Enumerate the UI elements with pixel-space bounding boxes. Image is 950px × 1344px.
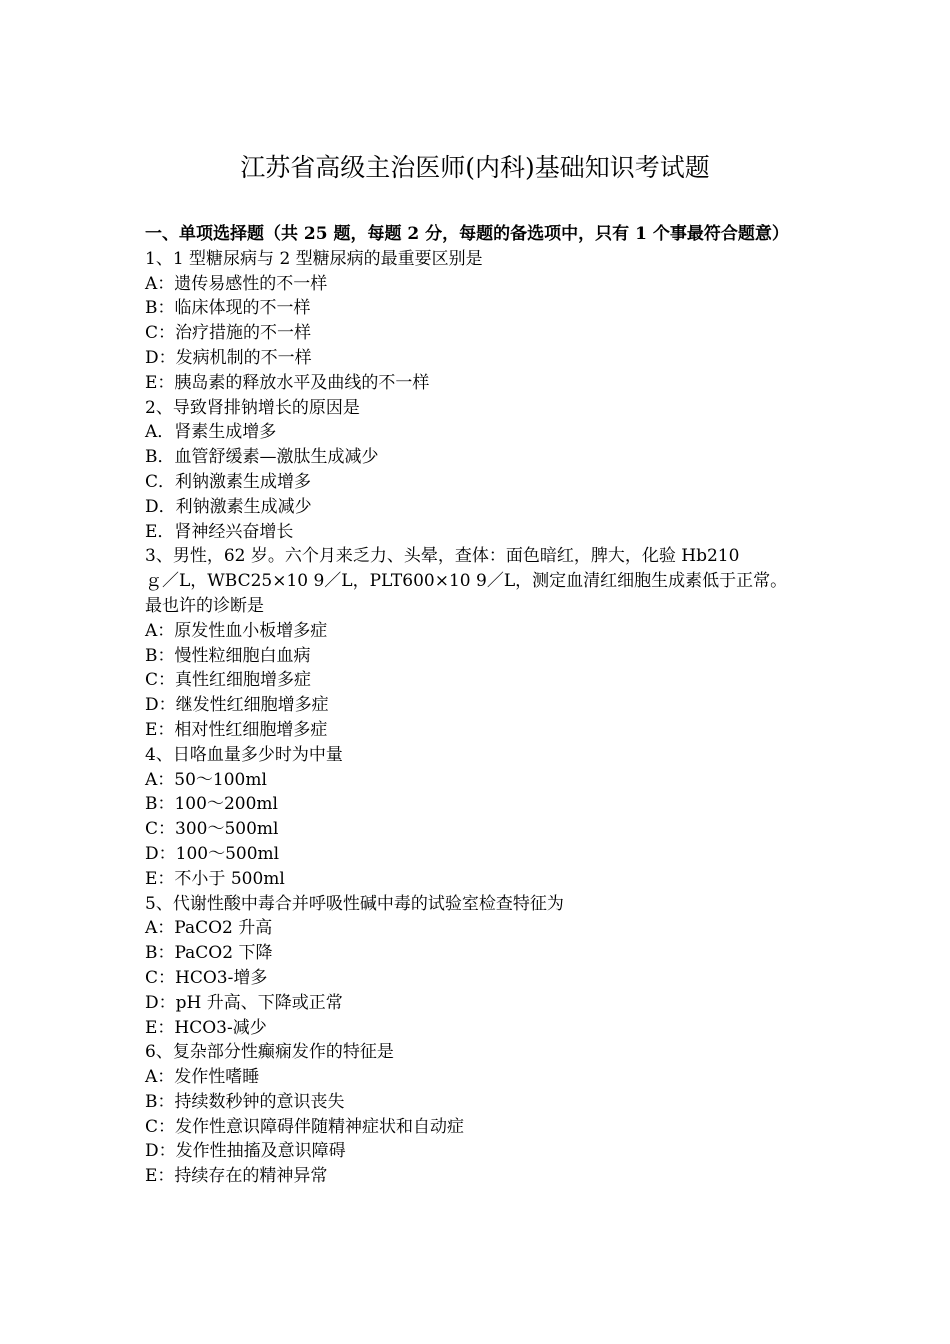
question-3 [145, 544, 835, 742]
question-stem: 6、复杂部分性癫痫发作的特征是 [145, 1042, 394, 1063]
option-b: B：PaCO2 下降 [145, 943, 273, 964]
question-stem-line-1: 3、男性，62 岁。六个月来乏力、头晕，查体：面色暗红，脾大，化验 Hb210 [145, 546, 740, 567]
option-b: B：慢性粒细胞白血病 [145, 645, 311, 666]
option-d: D：100～500ml [145, 843, 280, 864]
option-b: B：持续数秒钟的意识丧失 [145, 1091, 345, 1112]
option-a: A：原发性血小板增多症 [145, 620, 328, 641]
question-stem: 5、代谢性酸中毒合并呼吸性碱中毒的试验室检查特征为 [145, 893, 564, 914]
option-e: E：不小于 500ml [145, 868, 285, 889]
option-e: E：持续存在的精神异常 [145, 1166, 328, 1187]
option-b: B：临床体现的不一样 [145, 298, 311, 319]
question-stem-line-3: 最也许的诊断是 [145, 595, 264, 616]
question-4 [145, 743, 835, 892]
option-a: A：50～100ml [145, 769, 267, 790]
document-body [145, 222, 835, 1189]
option-e: E：相对性红细胞增多症 [145, 719, 328, 740]
option-c: C：真性红细胞增多症 [145, 670, 312, 691]
option-b: B．血管舒缓素—激肽生成减少 [145, 447, 379, 468]
option-a: A．肾素生成增多 [145, 422, 277, 443]
option-c: C：HCO3-增多 [145, 967, 268, 988]
option-e: E：HCO3-减少 [145, 1017, 267, 1038]
question-stem: 4、日咯血量多少时为中量 [145, 744, 343, 765]
option-c: C．利钠激素生成增多 [145, 471, 312, 492]
option-b: B：100～200ml [145, 794, 278, 815]
section-heading: 一、单项选择题（共 25 题，每题 2 分，每题的备选项中，只有 1 个事最符合题意） [145, 224, 789, 244]
question-1 [145, 247, 835, 396]
question-6 [145, 1040, 835, 1189]
option-d: D：继发性红细胞增多症 [145, 695, 329, 716]
document-title: 江苏省高级主治医师(内科)基础知识考试题 [240, 153, 710, 182]
option-d: D：发病机制的不一样 [145, 347, 312, 368]
question-stem: 1、1 型糖尿病与 2 型糖尿病的最重要区别是 [145, 248, 483, 269]
option-a: A：PaCO2 升高 [145, 918, 273, 939]
option-d: D．利钠激素生成减少 [145, 496, 312, 517]
option-e: E．肾神经兴奋增长 [145, 521, 294, 542]
option-c: C：300～500ml [145, 819, 279, 840]
option-c: C：治疗措施的不一样 [145, 323, 312, 344]
option-a: A：遗传易感性的不一样 [145, 273, 328, 294]
option-c: C：发作性意识障碍伴随精神症状和自动症 [145, 1116, 465, 1137]
option-e: E：胰岛素的释放水平及曲线的不一样 [145, 372, 430, 393]
question-stem: 2、导致肾排钠增长的原因是 [145, 397, 360, 418]
option-a: A：发作性嗜睡 [145, 1067, 260, 1088]
question-stem-line-2: ｇ／L，WBC25×10 9／L，PLT600×10 9／L，测定血清红细胞生成素低于正常。 [145, 571, 788, 592]
question-5 [145, 892, 835, 1041]
option-d: D：发作性抽搐及意识障碍 [145, 1141, 346, 1162]
question-2 [145, 396, 835, 545]
option-d: D：pH 升高、下降或正常 [145, 992, 343, 1013]
